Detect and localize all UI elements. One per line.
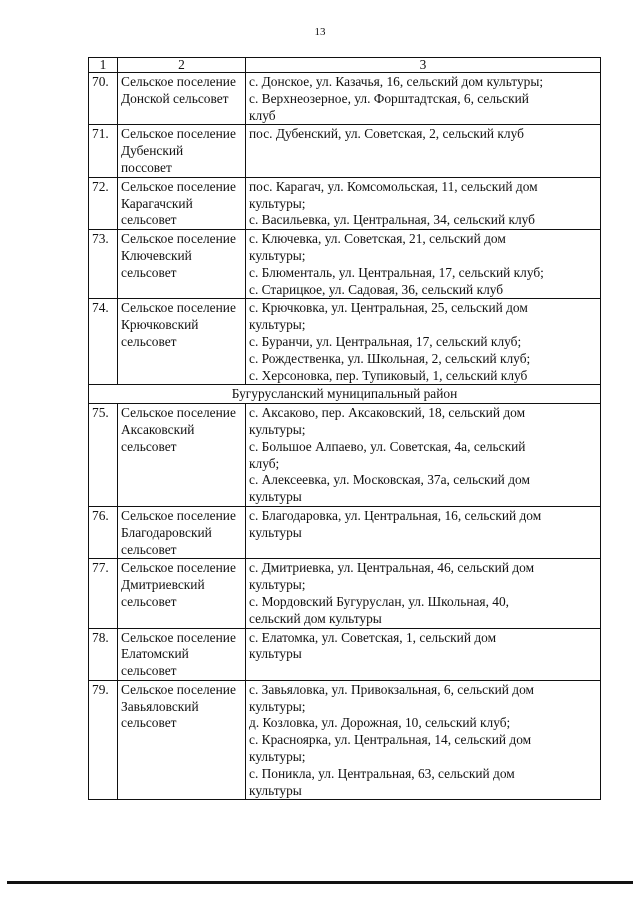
settlement-name: Сельское поселение Ключевский сельсовет <box>121 231 236 280</box>
addresses-cell <box>246 125 601 177</box>
addresses-cell <box>246 299 601 385</box>
row-number: 75. <box>89 404 118 507</box>
settlement-name: Сельское поселение Аксаковский сельсовет <box>121 405 236 454</box>
addresses-cell <box>246 404 601 507</box>
settlement-name: Сельское поселение Крючковский сельсовет <box>121 300 236 349</box>
address-entry: с. Васильевка, ул. Центральная, 34, сельский клуб <box>249 212 535 228</box>
settlement-name: Сельское поселение Донской сельсовет <box>121 74 236 106</box>
settlement-name-cell <box>118 125 246 177</box>
settlement-name-cell <box>118 404 246 507</box>
row-number: 71. <box>89 125 118 177</box>
address-entry: с. Алексеевка, ул. Московская, 37а, сельский дом культуры <box>249 472 530 505</box>
row-number: 74. <box>89 299 118 385</box>
column-header: 3 <box>246 58 601 73</box>
table-row <box>89 680 601 800</box>
table-row <box>89 628 601 680</box>
table-body <box>89 73 601 800</box>
address-entry: с. Аксаково, пер. Аксаковский, 18, сельский дом культуры; <box>249 405 526 437</box>
settlement-name-cell <box>118 628 246 680</box>
addresses-cell <box>246 230 601 299</box>
settlement-name: Сельское поселение Завьяловский сельсовет <box>121 681 236 731</box>
settlement-name: Сельское поселение Благодаровский сельсовет <box>121 507 236 557</box>
column-header: 2 <box>118 58 246 73</box>
addresses-table <box>88 57 601 800</box>
settlement-name-cell <box>118 680 246 800</box>
address-entry: с. Донское, ул. Казачья, 16, сельский дом культуры; <box>249 74 544 89</box>
addresses-cell <box>246 506 601 558</box>
settlement-name-cell <box>118 299 246 385</box>
settlement-name-cell <box>118 73 246 125</box>
address-entry: с. Верхнеозерное, ул. Форштадтская, 6, сельский клуб <box>249 90 529 123</box>
address-entry: с. Дмитриевка, ул. Центральная, 46, сельский дом культуры; <box>249 560 535 593</box>
address-entry: с. Крючковка, ул. Центральная, 25, сельский дом культуры; <box>249 300 528 333</box>
address-entry: с. Благодаровка, ул. Центральная, 16, сельский дом культуры <box>249 507 542 540</box>
address-entry: с. Поникла, ул. Центральная, 63, сельский дом культуры <box>249 765 515 798</box>
settlement-name: Сельское поселение Елатомский сельсовет <box>121 629 236 679</box>
table-row <box>89 177 601 229</box>
address-entry: с. Старицкое, ул. Садовая, 36, сельский клуб <box>249 281 504 297</box>
address-entry: д. Козловка, ул. Дорожная, 10, сельский клуб; <box>249 715 511 731</box>
address-entry: с. Елатомка, ул. Советская, 1, сельский дом культуры <box>249 629 497 662</box>
address-entry: с. Херсоновка, пер. Тупиковый, 1, сельский клуб <box>249 367 528 383</box>
table-row <box>89 230 601 299</box>
table-row <box>89 73 601 125</box>
settlement-name-cell <box>118 230 246 299</box>
table-row <box>89 299 601 385</box>
address-entry: пос. Дубенский, ул. Советская, 2, сельский клуб <box>249 126 524 142</box>
address-entry: с. Большое Алпаево, ул. Советская, 4а, сельский клуб; <box>249 438 526 471</box>
addresses-cell <box>246 177 601 229</box>
column-header: 1 <box>89 58 118 73</box>
row-number: 79. <box>89 680 118 800</box>
row-number: 77. <box>89 559 118 628</box>
page-number: 13 <box>314 26 326 38</box>
settlement-name-cell <box>118 177 246 229</box>
addresses-cell <box>246 559 601 628</box>
settlement-name: Сельское поселение Дмитриевский сельсовет <box>121 560 236 609</box>
address-entry: с. Буранчи, ул. Центральная, 17, сельский клуб; <box>249 333 522 349</box>
district-heading: Бугурусланский муниципальный район <box>89 385 601 404</box>
address-entry: с. Блюменталь, ул. Центральная, 17, сельский клуб; <box>249 264 544 280</box>
settlement-name: Сельское поселение Карагачский сельсовет <box>121 178 236 228</box>
addresses-cell <box>246 628 601 680</box>
address-entry: с. Мордовский Бугуруслан, ул. Школьная, 40, сельский дом культуры <box>249 593 510 626</box>
bottom-rule <box>7 881 633 884</box>
address-entry: пос. Карагач, ул. Комсомольская, 11, сельский дом культуры; <box>249 178 538 211</box>
settlement-name: Сельское поселение Дубенский поссовет <box>121 126 236 175</box>
row-number: 70. <box>89 73 118 125</box>
row-number: 72. <box>89 177 118 229</box>
addresses-cell <box>246 73 601 125</box>
address-entry: с. Рождественка, ул. Школьная, 2, сельский клуб; <box>249 350 531 366</box>
row-number: 76. <box>89 506 118 558</box>
table-row <box>89 125 601 177</box>
district-row <box>89 385 601 404</box>
settlement-name-cell <box>118 506 246 558</box>
address-entry: с. Завьяловка, ул. Привокзальная, 6, сельский дом культуры; <box>249 681 534 714</box>
table-row <box>89 506 601 558</box>
table-row <box>89 559 601 628</box>
address-entry: с. Красноярка, ул. Центральная, 14, сельский дом культуры; <box>249 732 532 765</box>
settlement-name-cell <box>118 559 246 628</box>
table-header-row <box>89 58 601 73</box>
row-number: 73. <box>89 230 118 299</box>
address-entry: с. Ключевка, ул. Советская, 21, сельский дом культуры; <box>249 231 506 263</box>
row-number: 78. <box>89 628 118 680</box>
table-row <box>89 404 601 507</box>
addresses-cell <box>246 680 601 800</box>
